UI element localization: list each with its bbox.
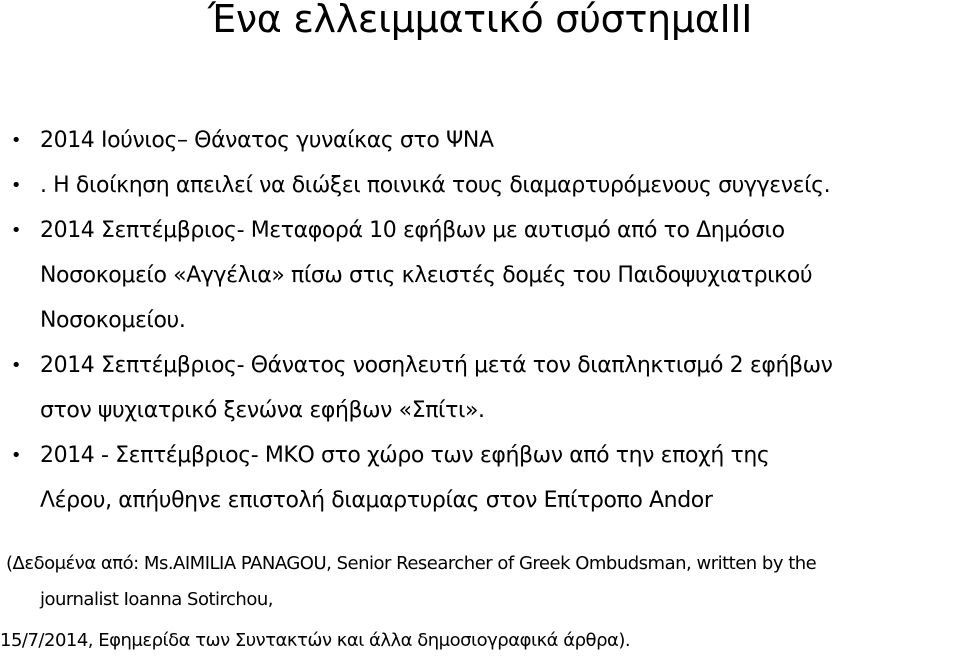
bullet-text: Λέρου, απήυθηνε επιστολή διαμαρτυρίας στον Επίτροπο Andor [40,488,713,513]
bullet-text: Νοσοκομείου. [40,308,186,333]
source-date-line: 15/7/2014, Εφημερίδα των Συντακτών και άλλα δημοσιογραφικά άρθρα). [0,630,631,651]
bullet-icon: • [10,220,22,241]
bullet-item [0,343,960,433]
bullet-item [0,163,960,208]
source-citation [6,546,956,618]
bullet-icon: • [10,130,22,151]
source-line: journalist Ioanna Sotirchou, [40,589,273,610]
bullet-text: 2014 - Σεπτέμβριος- ΜΚΟ στο χώρο των εφήβων από την εποχή της [40,443,770,468]
bullet-item [0,118,960,163]
bullet-text: στον ψυχιατρικό ξενώνα εφήβων «Σπίτι». [40,398,485,423]
bullet-icon: • [10,175,22,196]
bullet-item [0,208,960,343]
bullet-text: . Η διοίκηση απειλεί να διώξει ποινικά τους διαμαρτυρόμενους συγγενείς. [40,173,831,198]
slide-title: Ένα ελλειμματικό σύστημαIII [207,0,753,41]
bullet-text: 2014 Σεπτέμβριος- Θάνατος νοσηλευτή μετά τον διαπληκτισμό 2 εφήβων [40,353,833,378]
bullet-item [0,433,960,523]
bullet-text: Νοσοκομείο «Αγγέλια» πίσω στις κλειστές δομές του Παιδοψυχιατρικού [40,263,813,288]
bullet-text: 2014 Ιούνιος– Θάνατος γυναίκας στο ΨΝΑ [40,128,494,153]
bullet-list [0,118,960,523]
bullet-icon: • [10,355,22,376]
bullet-icon: • [10,445,22,466]
bullet-text: 2014 Σεπτέμβριος- Μεταφορά 10 εφήβων με αυτισμό από το Δημόσιο [40,218,785,243]
source-line: (Δεδομένα από: Ms.AIMILIA PANAGOU, Senior Researcher of Greek Ombudsman, written by the [6,553,817,574]
